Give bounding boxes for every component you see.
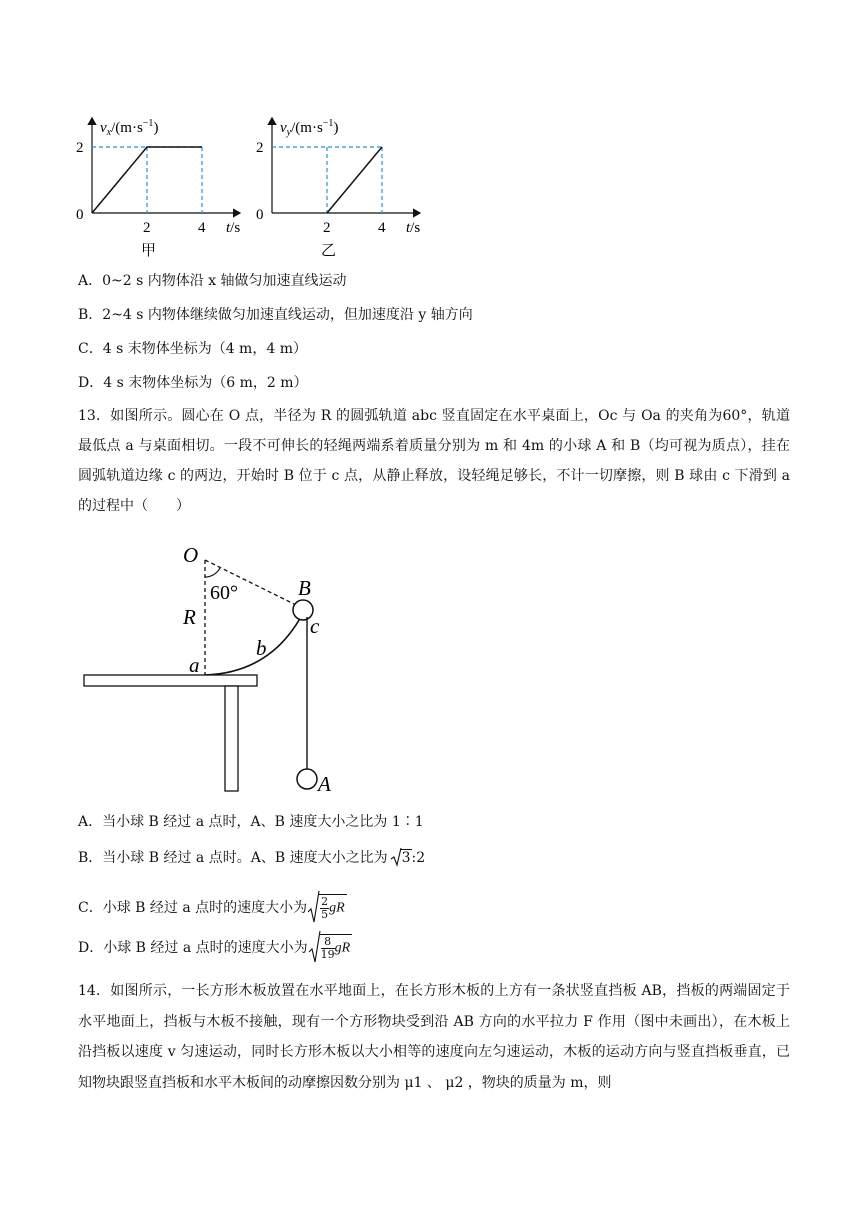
q12-option-c: C．4 s 末物体坐标为（4 m，4 m）	[78, 341, 307, 357]
q13-option-c	[78, 890, 347, 926]
sqrt-expression: $\frac{8}{19}$ gR	[308, 930, 353, 966]
q13-option-a: A．当小球 B 经过 a 点时，A、B 速度大小之比为 1∶1	[78, 814, 424, 830]
x-axis-label: t/s	[406, 220, 421, 236]
origin-label: 0	[76, 207, 84, 223]
vy-t-graph-yi	[250, 110, 430, 260]
ball-A	[297, 769, 317, 789]
q14-stem: 14．如图所示，一长方形木板放置在水平地面上，在长方形木板的上方有一条状竖直挡板 AB，挡板的两端固定于水平地面上，挡板与木板不接触，现有一个方形物块受到沿 AB 方向的水平拉力 F 作用（图中未画出），在木板上沿挡板以速度 v 匀速运动，同时长方形木板以大小相等的速度向左匀速运动，木板的运动方向与竖直挡板垂直，已知物块跟竖直挡板和水平木板间的动摩擦因数分别为 μ1 、 μ2 ，物块的质量为 m，则	[78, 983, 790, 1091]
y-axis-label: $v_y/(m\cdot s^{-1})$	[280, 118, 339, 138]
q12-option-b: B．2~4 s 内物体继续做匀加速直线运动，但加速度沿 y 轴方向	[78, 307, 473, 323]
label-R: R	[183, 605, 196, 629]
x-tick-label: 2	[323, 220, 331, 236]
sqrt-expression: 3	[390, 848, 412, 868]
y-tick-label: 2	[256, 140, 264, 156]
series-line	[327, 147, 382, 213]
q13-stem: 13．如图所示。圆心在 O 点，半径为 R 的圆弧轨道 abc 竖直固定在水平桌面上，Oc 与 Oa 的夹角为60°，轨道最低点 a 与桌面相切。一段不可伸长的轻绳两端系着质量分别为 m 和 4m 的小球 A 和 B（均可视为质点），挂在圆弧轨道边缘 c 的两边，开始时 B 位于 c 点，从静止释放，设轻绳足够长，不计一切摩擦，则 B 球由 c 下滑到 a 的过程中（ ）	[78, 408, 790, 514]
label-b: b	[256, 636, 267, 660]
q13-option-d	[78, 930, 352, 966]
q12-option-d: D．4 s 末物体坐标为（6 m，2 m）	[78, 375, 308, 391]
label-A: A	[318, 772, 331, 796]
angle-arc	[205, 568, 220, 577]
label-c: c	[310, 614, 320, 638]
sqrt-expression: $\frac{2}{5}$ gR	[307, 890, 347, 926]
label-B: B	[298, 576, 311, 600]
vx-t-graph-jia	[70, 110, 250, 260]
q12-option-a: A．0~2 s 内物体沿 x 轴做匀加速直线运动	[78, 273, 347, 289]
graph-caption: 乙	[321, 243, 337, 259]
ratio-rest: :2	[411, 850, 426, 866]
x-tick-label: 4	[378, 220, 386, 236]
y-tick-label: 2	[76, 140, 84, 156]
y-axis-label: $v_x/(m\cdot s^{-1})$	[100, 118, 159, 138]
q13-option-d-text: D．小球 B 经过 a 点时的速度大小为	[78, 940, 308, 956]
origin-label: 0	[256, 207, 264, 223]
label-angle: 60°	[210, 582, 238, 604]
q13-option-b	[78, 848, 425, 868]
q13-option-c-text: C．小球 B 经过 a 点时的速度大小为	[78, 900, 308, 916]
q13-arc-track-figure	[80, 535, 350, 800]
graph-caption: 甲	[141, 243, 157, 259]
label-O: O	[183, 543, 199, 567]
arc-track	[205, 615, 302, 675]
x-axis-label: t/s	[226, 220, 241, 236]
label-a: a	[189, 653, 200, 677]
q13-option-b-text: B．当小球 B 经过 a 点时。A、B 速度大小之比为	[78, 850, 388, 866]
table-leg	[225, 686, 238, 791]
x-tick-label: 2	[143, 220, 151, 236]
table-top	[84, 675, 257, 686]
x-tick-label: 4	[198, 220, 206, 236]
